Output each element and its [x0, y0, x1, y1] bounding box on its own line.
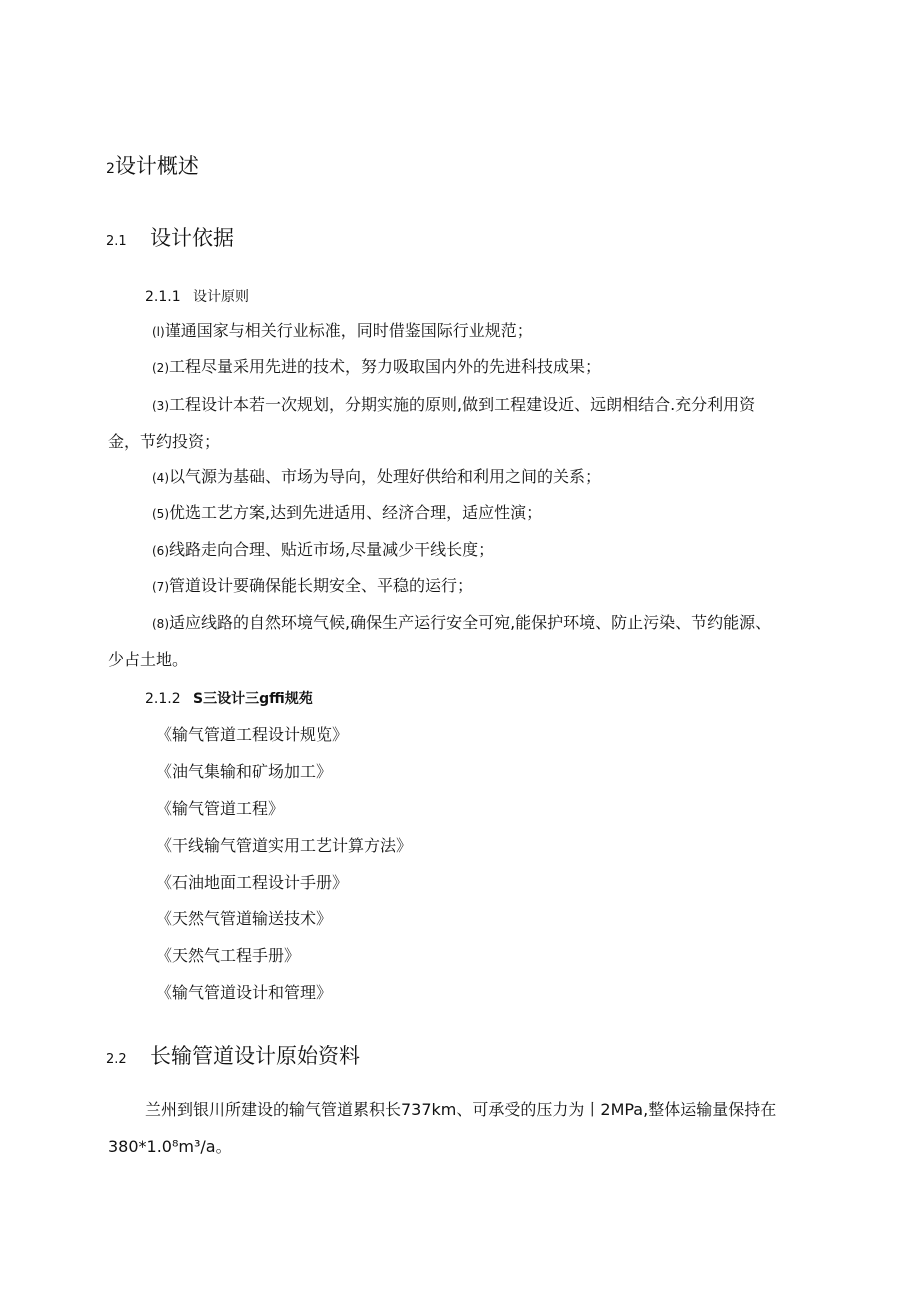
item-text: 以气源为基础、市场为导向，处理好供给和利用之间的关系；	[169, 467, 602, 486]
reference-item: 《石油地面工程设计手册》	[156, 873, 349, 892]
item-text: 工程设计本若一次规划，分期实施的原则,做到工程建设近、远朗相结合.充分利用资	[169, 395, 756, 414]
subsubsection-heading-2-1-2	[145, 688, 313, 708]
item-text: 谨通国家与相关行业标准，同时借鉴国际行业规范；	[164, 321, 533, 340]
subsection-number: 2.2	[106, 1052, 127, 1067]
subsubsection-heading-2-1-1	[145, 286, 249, 306]
item-text: 优选工艺方案,达到先进适用、经济合理，适应性演；	[169, 503, 543, 522]
item-marker: (7)	[152, 580, 169, 594]
subsection-number: 2.1	[106, 234, 127, 249]
item-marker: (l)	[152, 325, 165, 339]
section-number: 2	[106, 161, 115, 177]
paragraph-line: 380*1.0⁸m³/a。	[108, 1137, 232, 1156]
item-marker: (3)	[152, 399, 169, 413]
reference-item: 《输气管道工程》	[156, 799, 285, 818]
paragraph-line: 兰州到银川所建设的输气管道累积长737km、可承受的压力为丨2MPa,整体运输量保持在	[145, 1100, 777, 1119]
reference-item: 《干线输气管道实用工艺计算方法》	[156, 836, 413, 855]
item-marker: (6)	[152, 544, 169, 558]
section-heading	[106, 150, 199, 180]
item-text: 管道设计要确保能长期安全、平稳的运行；	[169, 576, 474, 595]
item-text: 工程尽量采用先进的技术，努力吸取国内外的先进科技成果；	[169, 357, 602, 376]
reference-item: 《天然气工程手册》	[156, 946, 301, 965]
subsection-heading-2-2	[106, 1040, 360, 1070]
reference-item: 《油气集输和矿场加工》	[156, 762, 333, 781]
item-text: 适应线路的自然环境气候,确保生产运行安全可宛,能保护环境、防止污染、节约能源、	[169, 613, 772, 632]
subsubsection-title: S三设计三gffi规苑	[193, 691, 313, 707]
principle-item	[152, 467, 601, 488]
principle-item	[152, 613, 771, 634]
principle-item-continuation: 金，节约投资；	[108, 432, 221, 451]
principle-item	[152, 321, 533, 342]
principle-item-continuation: 少占土地。	[108, 650, 189, 669]
item-marker: (5)	[152, 507, 169, 521]
subsubsection-title: 设计原则	[193, 289, 249, 305]
principle-item	[152, 503, 542, 524]
subsubsection-number: 2.1.2	[145, 691, 181, 707]
item-marker: (2)	[152, 361, 169, 375]
subsection-title: 长输管道设计原始资料	[150, 1044, 360, 1068]
reference-item: 《天然气管道输送技术》	[156, 909, 333, 928]
principle-item	[152, 357, 601, 378]
item-marker: (8)	[152, 617, 169, 631]
subsubsection-number: 2.1.1	[145, 289, 181, 305]
item-marker: (4)	[152, 471, 169, 485]
item-text: 线路走向合理、贴近市场,尽量减少干线长度；	[169, 540, 495, 559]
reference-item: 《输气管道设计和管理》	[156, 983, 333, 1002]
section-title: 设计概述	[114, 154, 199, 178]
principle-item	[152, 576, 473, 597]
principle-item	[152, 395, 755, 416]
subsection-title: 设计依据	[150, 226, 234, 250]
subsection-heading-2-1	[106, 222, 234, 252]
reference-item: 《输气管道工程设计规览》	[156, 725, 349, 744]
principle-item	[152, 540, 494, 561]
